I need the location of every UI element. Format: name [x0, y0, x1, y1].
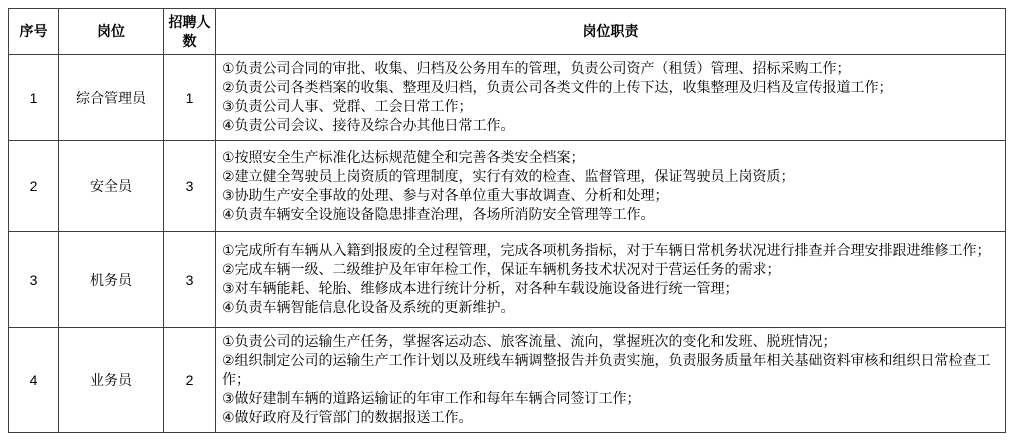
- table-row: [9, 55, 1006, 141]
- table-row: [9, 328, 1006, 433]
- duty-line: ①按照安全生产标准化达标规范健全和完善各类安全档案；: [222, 148, 585, 165]
- headcount-cell: 3: [164, 141, 216, 232]
- duty-line: ②建立健全驾驶员上岗资质的管理制度，实行有效的检查、监督管理，保证驾驶员上岗资质；: [222, 167, 795, 184]
- row-number-cell: 3: [9, 232, 59, 328]
- row-number-cell: 1: [9, 55, 59, 141]
- duties-cell: [216, 141, 1006, 232]
- duty-line: ④负责公司会议、接待及综合办其他日常工作。: [222, 117, 515, 133]
- column-header-duties: 岗位职责: [216, 9, 1006, 55]
- duty-line: ②负责公司各类档案的收集、整理及归档，负责公司各类文件的上传下达，收集整理及归档及宣传报道工作；: [222, 79, 893, 95]
- row-number-cell: 4: [9, 328, 59, 433]
- duty-line: ③对车辆能耗、轮胎、维修成本进行统计分析，对各种车载设施设备进行统一管理；: [222, 280, 739, 296]
- duty-line: ①负责公司合同的审批、收集、归档及公务用车的管理，负责公司资产（租赁）管理、招标采购工作；: [222, 60, 851, 76]
- duty-line: ③负责公司人事、党群、工会日常工作；: [222, 98, 473, 114]
- column-header-position: 岗位: [59, 9, 164, 55]
- position-cell: 综合管理员: [59, 55, 164, 141]
- headcount-cell: 2: [164, 328, 216, 433]
- duty-line: ③做好建制车辆的道路运输证的年审工作和每年车辆合同签订工作；: [222, 390, 641, 406]
- position-cell: 安全员: [59, 141, 164, 232]
- column-header-count: 招聘人数: [164, 9, 216, 55]
- position-cell: 业务员: [59, 328, 164, 433]
- duty-line: ①负责公司的运输生产任务，掌握客运动态、旅客流量、流向，掌握班次的变化和发班、脱班情况；: [222, 333, 837, 349]
- position-cell: 机务员: [59, 232, 164, 328]
- recruitment-table: [8, 8, 1006, 433]
- duty-line: ④负责车辆智能信息化设备及系统的更新维护。: [222, 299, 515, 315]
- table-row: [9, 141, 1006, 232]
- duties-cell: [216, 55, 1006, 141]
- duty-line: ③协助生产安全事故的处理、参与对各单位重大事故调查、分析和处理；: [222, 186, 669, 203]
- headcount-cell: 3: [164, 232, 216, 328]
- duty-line: ①完成所有车辆从入籍到报废的全过程管理，完成各项机务指标，对于车辆日常机务状况进行排查并合理安排跟进维修工作；: [222, 242, 991, 258]
- duty-line: ②组织制定公司的运输生产工作计划以及班线车辆调整报告并负责实施，负责服务质量年相关基础资料审核和组织日常检查工作；: [222, 352, 991, 387]
- table-header-row: [9, 9, 1006, 55]
- duty-line: ④负责车辆安全设施设备隐患排查治理，各场所消防安全管理等工作。: [222, 205, 655, 222]
- duty-line: ④做好政府及行管部门的数据报送工作。: [222, 409, 473, 425]
- column-header-no: 序号: [9, 9, 59, 55]
- headcount-cell: 1: [164, 55, 216, 141]
- table-row: [9, 232, 1006, 328]
- duties-cell: [216, 232, 1006, 328]
- duty-line: ②完成车辆一级、二级维护及年审年检工作，保证车辆机务技术状况对于营运任务的需求；: [222, 261, 781, 277]
- duties-cell: [216, 328, 1006, 433]
- row-number-cell: 2: [9, 141, 59, 232]
